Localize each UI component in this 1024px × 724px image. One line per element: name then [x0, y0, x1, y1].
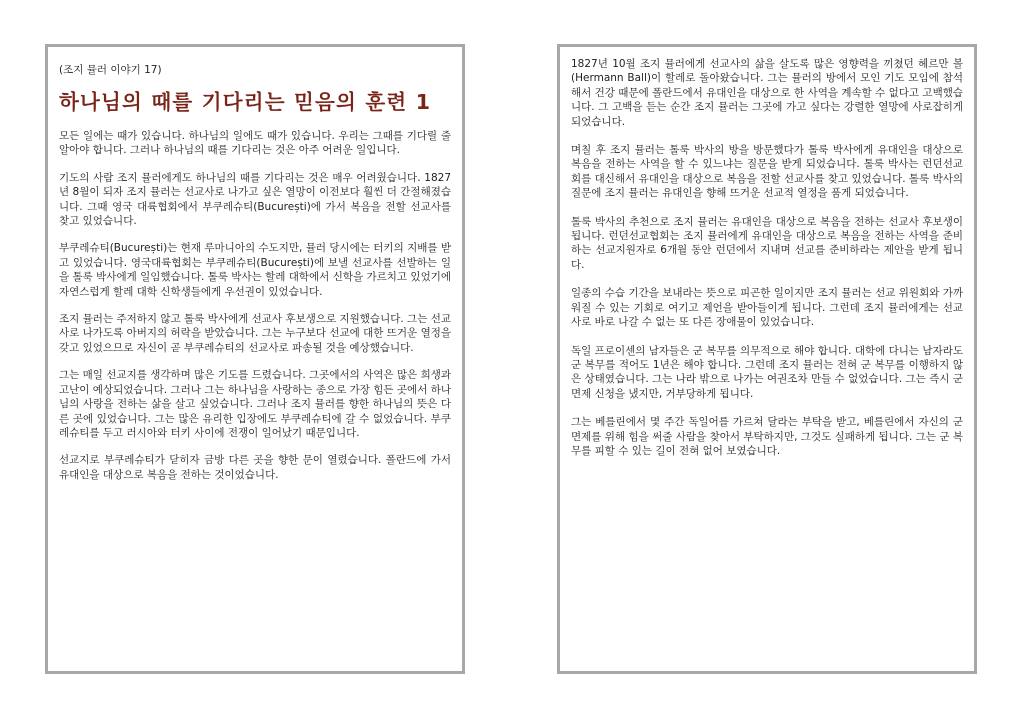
page-title: 하나님의 때를 기다리는 믿음의 훈련 1 [59, 90, 432, 114]
paragraph: 독일 프로이센의 남자들은 군 복무를 의무적으로 해야 합니다. 대학에 다니는 남자라도 군 복무를 적어도 1년은 해야 합니다. 그런데 조지 뮬러는 전혀 군 복무를 이행하지 않은 상태였습니다. 그는 나라 밖으로 나가는 여권조차 만들 수 없었습니다. 그는 즉시 군 면제 신청을 냈지만, 거부당하게 됩니다. [571, 344, 963, 400]
paragraph: 조지 뮬러는 주저하지 않고 톨룩 박사에게 선교사 후보생으로 지원했습니다. 그는 선교사로 나가도록 아버지의 허락을 받았습니다. 그는 누구보다 선교에 대한 뜨거운 열정을 갖고 있었으므로 자신이 곧 부쿠레슈티의 선교사로 파송될 것을 예상했습니다. [59, 313, 451, 354]
series-subtitle: (조지 뮬러 이야기 17) [59, 64, 162, 76]
left-page [45, 44, 465, 674]
paragraph: 선교지로 부쿠레슈티가 닫히자 금방 다른 곳을 향한 문이 열렸습니다. 폴란드에 가서 유대인을 대상으로 복음을 전하는 것이었습니다. [59, 454, 451, 481]
paragraph: 모든 일에는 때가 있습니다. 하나님의 일에도 때가 있습니다. 우리는 그때를 기다릴 줄 알아야 합니다. 그러나 하나님의 때를 기다리는 것은 아주 어려운 일입니다. [59, 130, 451, 157]
paragraph: 그는 베를린에서 몇 주간 독일어를 가르쳐 달라는 부탁을 받고, 베를린에서 자신의 군 면제를 위해 힘을 써줄 사람을 찾아서 부탁하지만, 그것도 실패하게 됩니다. 그는 군 복무를 피할 수 있는 길이 전혀 없어 보였습니다. [571, 416, 963, 457]
paragraph: 그는 매일 선교지를 생각하며 많은 기도를 드렸습니다. 그곳에서의 사역은 많은 희생과 고난이 예상되었습니다. 그러나 그는 하나님을 사랑하는 종으로 가장 힘든 곳에서 하나님의 사랑을 전하는 삶을 살고 싶었습니다. 그러나 조지 뮬러를 향한 하나님의 뜻은 다른 곳에 있었습니다. 그는 많은 유리한 입장에도 부쿠레슈티에 갈 수 없었습니다. 부쿠레슈티를 두고 러시아와 터키 사이에 전쟁이 일어났기 때문입니다. [59, 369, 451, 439]
paragraph: 1827년 10월 조지 뮬러에게 선교사의 삶을 살도록 많은 영향력을 끼쳤던 헤르만 볼(Hermann Ball)이 할레로 돌아왔습니다. 그는 뮬러의 방에서 모인 기도 모임에 참석해서 건강 때문에 폴란드에서 유대인을 대상으로 한 사역을 계속할 수 없다고 고백했습니다. 그 고백을 듣는 순간 조지 뮬러는 그곳에 가고 싶다는 강렬한 열망에 사로잡히게 되었습니다. [571, 58, 963, 128]
paragraph: 기도의 사람 조지 뮬러에게도 하나님의 때를 기다리는 것은 매우 어려웠습니다. 1827년 8월이 되자 조지 뮬러는 선교사로 나가고 싶은 열망이 이전보다 훨씬 더 간절해졌습니다. 그때 영국 대륙협회에서 부쿠레슈티(București)에 가서 복음을 전할 선교사를 찾고 있었습니다. [59, 171, 451, 228]
paragraph: 일종의 수습 기간을 보내라는 뜻으로 피곤한 일이지만 조지 뮬러는 선교 위원회와 가까워질 수 있는 기회로 여기고 제언을 받아들이게 됩니다. 그런데 조지 뮬러에게는 선교사로 바로 나갈 수 없는 또 다른 장애물이 있었습니다. [571, 287, 963, 329]
paragraph: 부쿠레슈티(București)는 현재 루마니아의 수도지만, 뮬러 당시에는 터키의 지배를 받고 있었습니다. 영국대륙협회는 부쿠레슈티(București)에 보낼 선교사를 선발하는 일을 톨룩 박사에게 일임했습니다. 톨룩 박사는 할레 대학에서 신학을 가르치고 있었기에 자연스럽게 할레 대학 신학생들에게 우선권이 있었습니다. [59, 242, 451, 298]
paragraph: 며칠 후 조지 뮬러는 톨룩 박사의 방을 방문했다가 톨룩 박사에게 유대인을 대상으로 복음을 전하는 사역을 할 수 있느냐는 질문을 받게 되었습니다. 톨룩 박사는 런던선교회를 대신해서 유대인을 대상으로 복음을 전할 선교사를 찾고 있었습니다. 톨룩 박사의 질문에 조지 뮬러는 유대인을 향해 뜨거운 선교적 열정을 품게 되었습니다. [571, 144, 963, 200]
right-page [557, 44, 977, 674]
paragraph: 톨룩 박사의 추천으로 조지 뮬러는 유대인을 대상으로 복음을 전하는 선교사 후보생이 됩니다. 런던선교협회는 조지 뮬러에게 유대인을 대상으로 복음을 전하는 사역을 준비하는 선교지원자로 6개월 동안 런던에서 지내며 선교를 준비하라는 제안을 받게 됩니다. [571, 215, 963, 271]
